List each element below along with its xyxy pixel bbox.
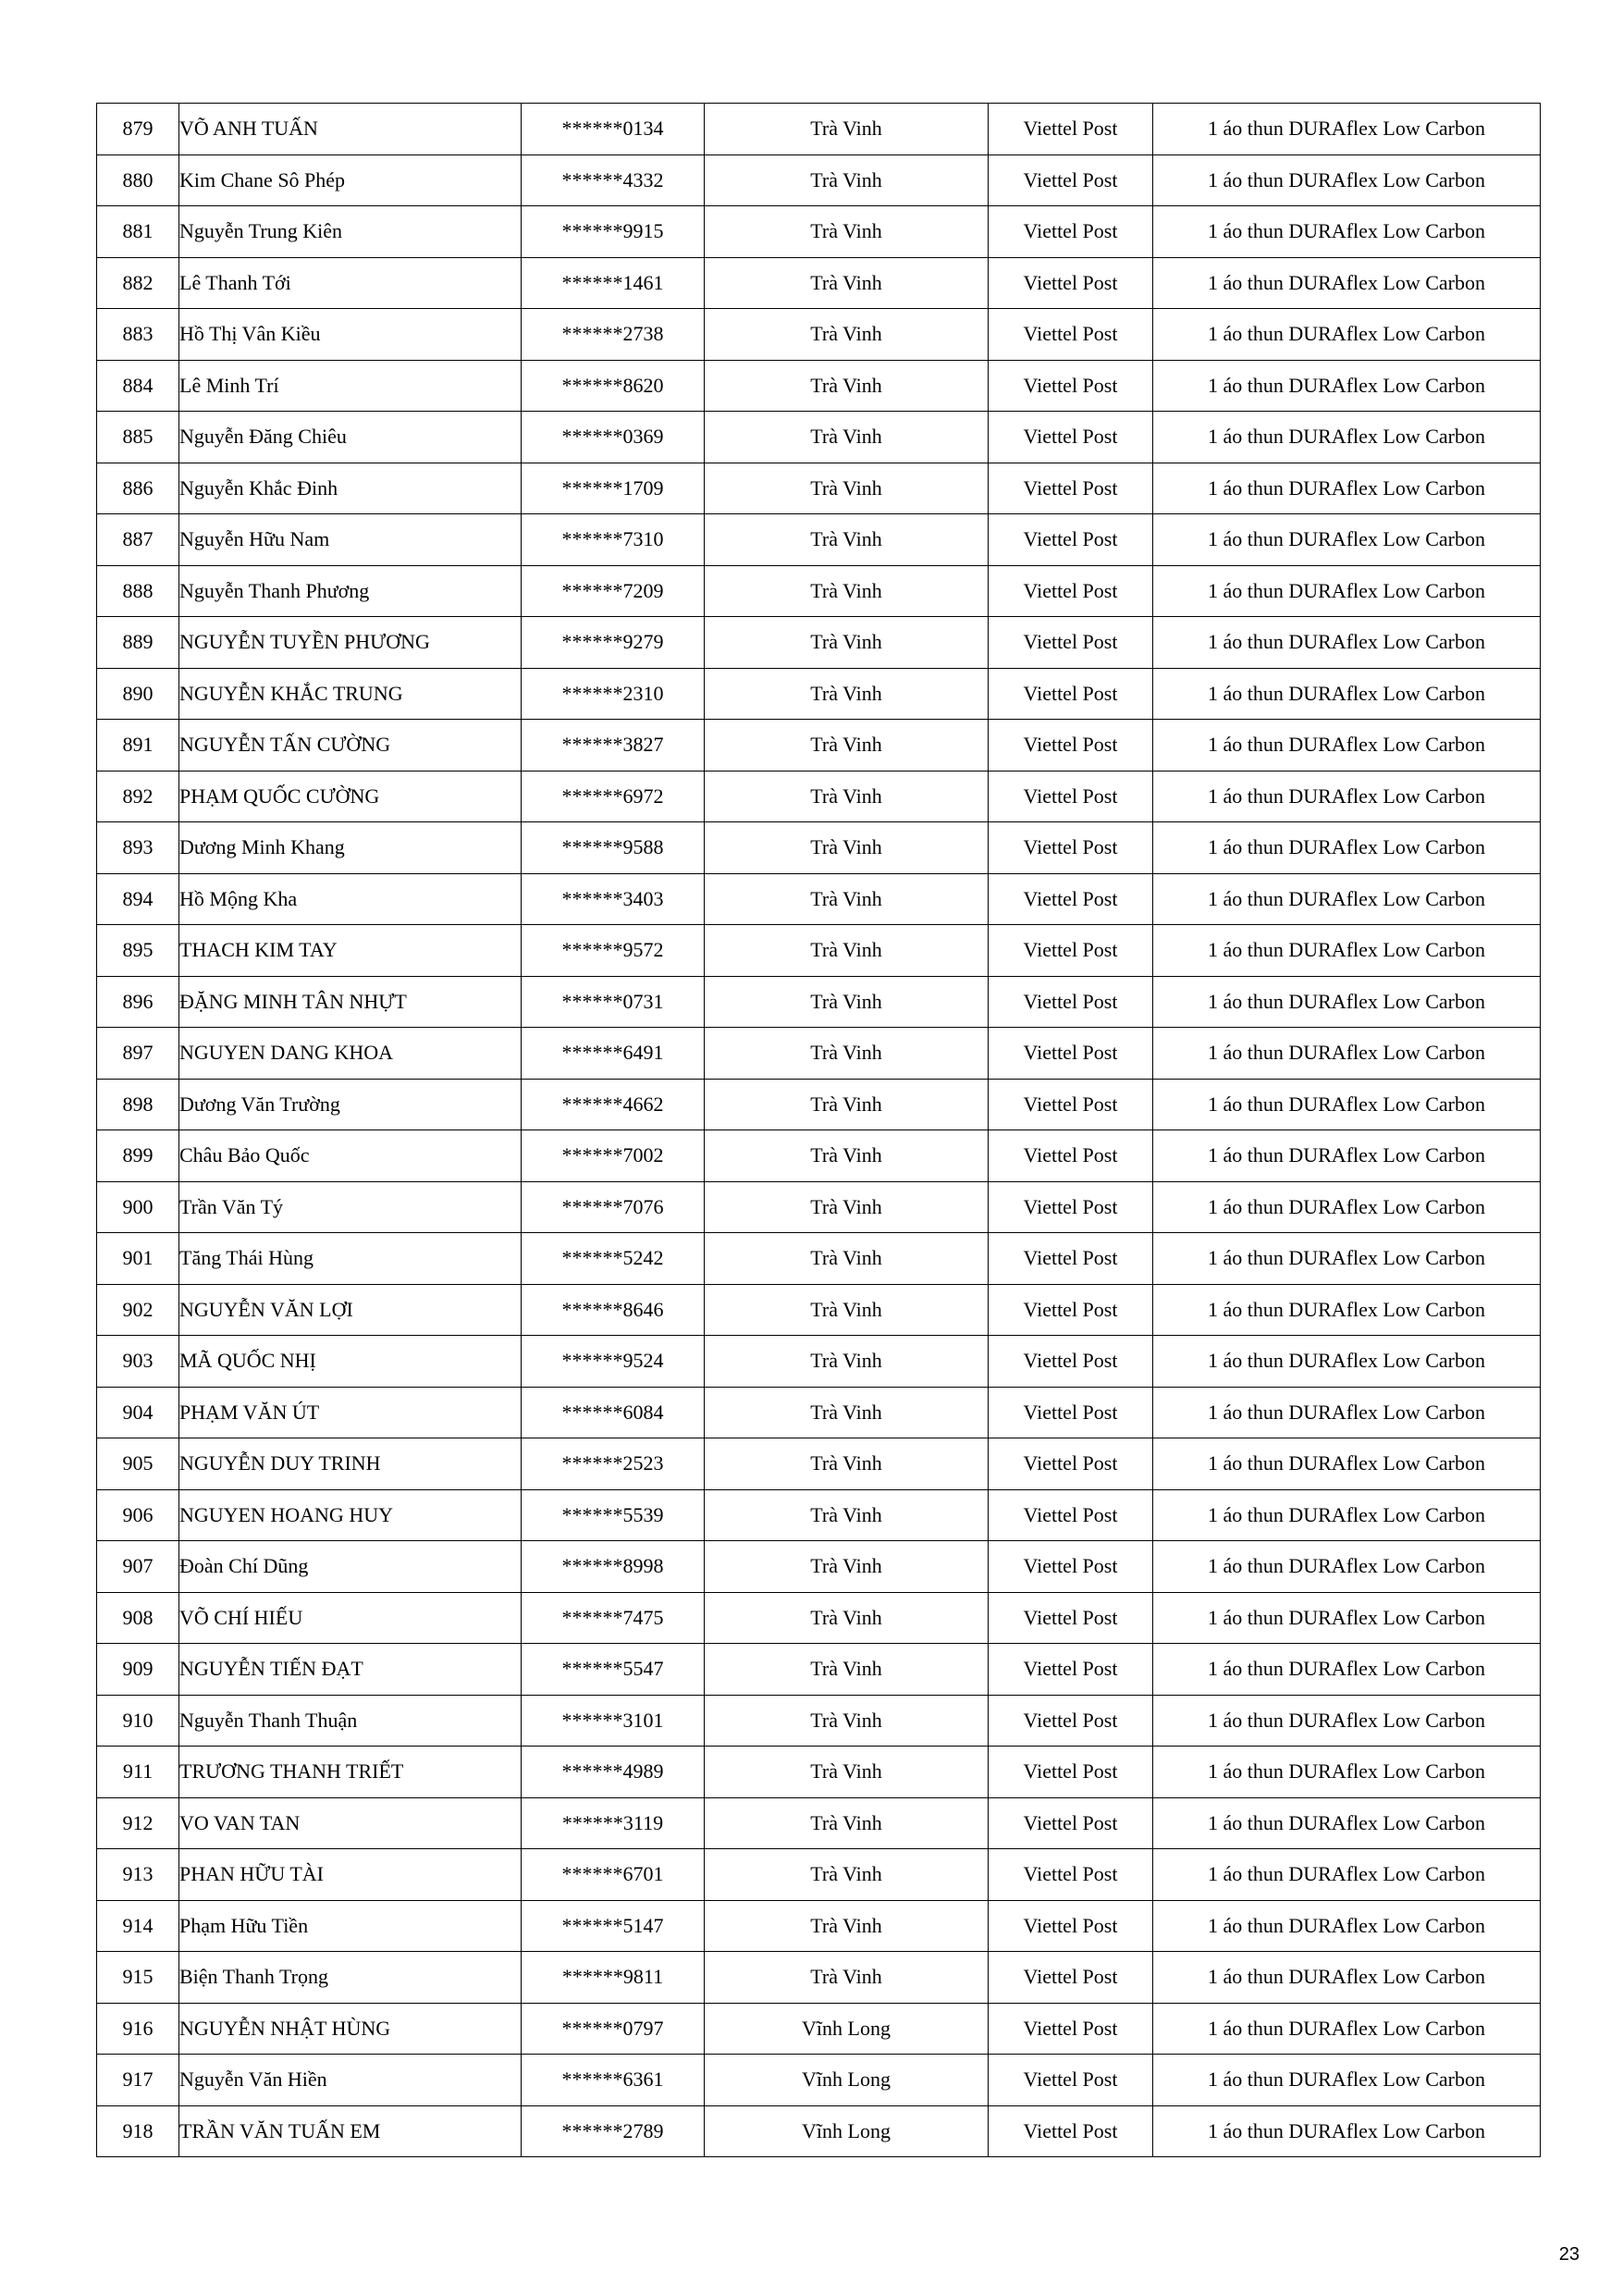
province: Trà Vinh: [705, 873, 989, 925]
masked-phone: ******0731: [522, 976, 705, 1028]
table-row: [97, 206, 1541, 258]
province: Trà Vinh: [705, 668, 989, 720]
recipient-name: Lê Minh Trí: [179, 360, 522, 412]
masked-phone: ******0134: [522, 104, 705, 155]
table-row: [97, 1438, 1541, 1490]
table-row: [97, 1130, 1541, 1182]
masked-phone: ******6701: [522, 1849, 705, 1901]
province: Vĩnh Long: [705, 2105, 989, 2157]
table-row: [97, 565, 1541, 617]
gift-item: 1 áo thun DURAflex Low Carbon: [1153, 822, 1541, 874]
gift-item: 1 áo thun DURAflex Low Carbon: [1153, 976, 1541, 1028]
province: Trà Vinh: [705, 1541, 989, 1593]
province: Trà Vinh: [705, 1489, 989, 1541]
masked-phone: ******8998: [522, 1541, 705, 1593]
recipient-name: MÃ QUỐC NHỊ: [179, 1336, 522, 1388]
masked-phone: ******0797: [522, 2003, 705, 2055]
row-number: 895: [97, 925, 179, 977]
row-number: 882: [97, 257, 179, 309]
table-row: [97, 360, 1541, 412]
gift-item: 1 áo thun DURAflex Low Carbon: [1153, 206, 1541, 258]
recipient-name: THACH KIM TAY: [179, 925, 522, 977]
gift-item: 1 áo thun DURAflex Low Carbon: [1153, 1849, 1541, 1901]
province: Trà Vinh: [705, 1747, 989, 1798]
shipping-carrier: Viettel Post: [989, 1695, 1153, 1747]
table-row: [97, 1541, 1541, 1593]
masked-phone: ******7475: [522, 1592, 705, 1644]
province: Trà Vinh: [705, 206, 989, 258]
masked-phone: ******6491: [522, 1028, 705, 1080]
table-row: [97, 1592, 1541, 1644]
gift-item: 1 áo thun DURAflex Low Carbon: [1153, 668, 1541, 720]
gift-item: 1 áo thun DURAflex Low Carbon: [1153, 617, 1541, 669]
row-number: 901: [97, 1233, 179, 1285]
masked-phone: ******4662: [522, 1079, 705, 1130]
masked-phone: ******3119: [522, 1797, 705, 1849]
row-number: 900: [97, 1181, 179, 1233]
shipping-carrier: Viettel Post: [989, 1592, 1153, 1644]
table-row: [97, 2105, 1541, 2157]
recipient-name: Kim Chane Sô Phép: [179, 154, 522, 206]
recipient-name: NGUYEN DANG KHOA: [179, 1028, 522, 1080]
province: Trà Vinh: [705, 617, 989, 669]
row-number: 885: [97, 412, 179, 463]
shipping-carrier: Viettel Post: [989, 360, 1153, 412]
province: Trà Vinh: [705, 1900, 989, 1952]
shipping-carrier: Viettel Post: [989, 668, 1153, 720]
masked-phone: ******8646: [522, 1284, 705, 1336]
masked-phone: ******3827: [522, 720, 705, 772]
shipping-carrier: Viettel Post: [989, 1028, 1153, 1080]
province: Trà Vinh: [705, 1438, 989, 1490]
gift-item: 1 áo thun DURAflex Low Carbon: [1153, 1284, 1541, 1336]
recipient-name: NGUYỄN DUY TRINH: [179, 1438, 522, 1490]
gift-item: 1 áo thun DURAflex Low Carbon: [1153, 1233, 1541, 1285]
gift-item: 1 áo thun DURAflex Low Carbon: [1153, 873, 1541, 925]
shipping-carrier: Viettel Post: [989, 1438, 1153, 1490]
province: Vĩnh Long: [705, 2055, 989, 2106]
province: Trà Vinh: [705, 360, 989, 412]
page-number: 23: [1558, 2244, 1580, 2265]
gift-item: 1 áo thun DURAflex Low Carbon: [1153, 1130, 1541, 1182]
row-number: 891: [97, 720, 179, 772]
table-row: [97, 720, 1541, 772]
recipient-name: ĐẶNG MINH TÂN NHỰT: [179, 976, 522, 1028]
province: Trà Vinh: [705, 1028, 989, 1080]
row-number: 899: [97, 1130, 179, 1182]
gift-item: 1 áo thun DURAflex Low Carbon: [1153, 514, 1541, 566]
province: Trà Vinh: [705, 1336, 989, 1388]
row-number: 905: [97, 1438, 179, 1490]
row-number: 914: [97, 1900, 179, 1952]
shipping-carrier: Viettel Post: [989, 463, 1153, 514]
table-row: [97, 1181, 1541, 1233]
recipient-name: PHẠM VĂN ÚT: [179, 1387, 522, 1438]
masked-phone: ******6361: [522, 2055, 705, 2106]
gift-item: 1 áo thun DURAflex Low Carbon: [1153, 2055, 1541, 2106]
gift-item: 1 áo thun DURAflex Low Carbon: [1153, 1541, 1541, 1593]
province: Trà Vinh: [705, 1079, 989, 1130]
table-row: [97, 1747, 1541, 1798]
table-row: [97, 2055, 1541, 2106]
province: Trà Vinh: [705, 1387, 989, 1438]
masked-phone: ******9811: [522, 1952, 705, 2004]
recipient-name: Trần Văn Tý: [179, 1181, 522, 1233]
row-number: 906: [97, 1489, 179, 1541]
shipping-carrier: Viettel Post: [989, 1747, 1153, 1798]
table-row: [97, 412, 1541, 463]
masked-phone: ******1709: [522, 463, 705, 514]
gift-item: 1 áo thun DURAflex Low Carbon: [1153, 1489, 1541, 1541]
masked-phone: ******3101: [522, 1695, 705, 1747]
gift-item: 1 áo thun DURAflex Low Carbon: [1153, 309, 1541, 361]
masked-phone: ******2310: [522, 668, 705, 720]
gift-item: 1 áo thun DURAflex Low Carbon: [1153, 1079, 1541, 1130]
table-row: [97, 154, 1541, 206]
masked-phone: ******6084: [522, 1387, 705, 1438]
table-row: [97, 514, 1541, 566]
recipient-name: NGUYỄN TUYỀN PHƯƠNG: [179, 617, 522, 669]
recipient-name: VÕ ANH TUẤN: [179, 104, 522, 155]
table-body: [97, 104, 1541, 2157]
shipping-carrier: Viettel Post: [989, 1181, 1153, 1233]
gift-item: 1 áo thun DURAflex Low Carbon: [1153, 1387, 1541, 1438]
table-row: [97, 1644, 1541, 1696]
gift-item: 1 áo thun DURAflex Low Carbon: [1153, 463, 1541, 514]
recipient-name: PHAN HỮU TÀI: [179, 1849, 522, 1901]
row-number: 916: [97, 2003, 179, 2055]
recipient-name: NGUYỄN TIẾN ĐẠT: [179, 1644, 522, 1696]
table-row: [97, 1387, 1541, 1438]
recipient-name: Lê Thanh Tới: [179, 257, 522, 309]
table-row: [97, 104, 1541, 155]
row-number: 888: [97, 565, 179, 617]
row-number: 889: [97, 617, 179, 669]
recipient-name: Đoàn Chí Dũng: [179, 1541, 522, 1593]
gift-item: 1 áo thun DURAflex Low Carbon: [1153, 154, 1541, 206]
recipient-name: Nguyễn Thanh Thuận: [179, 1695, 522, 1747]
masked-phone: ******7310: [522, 514, 705, 566]
masked-phone: ******0369: [522, 412, 705, 463]
row-number: 886: [97, 463, 179, 514]
masked-phone: ******9524: [522, 1336, 705, 1388]
table-row: [97, 463, 1541, 514]
row-number: 898: [97, 1079, 179, 1130]
recipient-name: Biện Thanh Trọng: [179, 1952, 522, 2004]
row-number: 902: [97, 1284, 179, 1336]
recipient-name: TRƯƠNG THANH TRIẾT: [179, 1747, 522, 1798]
recipient-name: PHẠM QUỐC CƯỜNG: [179, 771, 522, 822]
recipient-name: Nguyễn Đăng Chiêu: [179, 412, 522, 463]
row-number: 904: [97, 1387, 179, 1438]
row-number: 915: [97, 1952, 179, 2004]
recipient-name: NGUYỄN VĂN LỢI: [179, 1284, 522, 1336]
table-row: [97, 1079, 1541, 1130]
recipient-name: Dương Văn Trường: [179, 1079, 522, 1130]
masked-phone: ******1461: [522, 257, 705, 309]
recipient-name: Nguyễn Thanh Phương: [179, 565, 522, 617]
shipping-carrier: Viettel Post: [989, 1541, 1153, 1593]
province: Trà Vinh: [705, 257, 989, 309]
shipping-carrier: Viettel Post: [989, 1849, 1153, 1901]
row-number: 896: [97, 976, 179, 1028]
province: Trà Vinh: [705, 1130, 989, 1182]
recipient-name: Nguyễn Khắc Đinh: [179, 463, 522, 514]
shipping-carrier: Viettel Post: [989, 976, 1153, 1028]
table-row: [97, 1952, 1541, 2004]
gift-item: 1 áo thun DURAflex Low Carbon: [1153, 771, 1541, 822]
province: Trà Vinh: [705, 154, 989, 206]
row-number: 880: [97, 154, 179, 206]
gift-item: 1 áo thun DURAflex Low Carbon: [1153, 1952, 1541, 2004]
row-number: 910: [97, 1695, 179, 1747]
table-row: [97, 1284, 1541, 1336]
province: Trà Vinh: [705, 104, 989, 155]
gift-item: 1 áo thun DURAflex Low Carbon: [1153, 1695, 1541, 1747]
recipient-name: NGUYEN HOANG HUY: [179, 1489, 522, 1541]
province: Trà Vinh: [705, 720, 989, 772]
table-row: [97, 873, 1541, 925]
table-row: [97, 925, 1541, 977]
shipping-carrier: Viettel Post: [989, 2003, 1153, 2055]
recipient-name: Châu Bảo Quốc: [179, 1130, 522, 1182]
gift-item: 1 áo thun DURAflex Low Carbon: [1153, 1900, 1541, 1952]
masked-phone: ******9279: [522, 617, 705, 669]
recipient-name: NGUYỄN TẤN CƯỜNG: [179, 720, 522, 772]
recipient-name: Tăng Thái Hùng: [179, 1233, 522, 1285]
row-number: 887: [97, 514, 179, 566]
shipping-carrier: Viettel Post: [989, 1644, 1153, 1696]
shipping-carrier: Viettel Post: [989, 925, 1153, 977]
shipping-carrier: Viettel Post: [989, 1233, 1153, 1285]
province: Trà Vinh: [705, 1233, 989, 1285]
masked-phone: ******5547: [522, 1644, 705, 1696]
recipient-name: Nguyễn Trung Kiên: [179, 206, 522, 258]
table-row: [97, 668, 1541, 720]
recipient-name: Phạm Hữu Tiền: [179, 1900, 522, 1952]
masked-phone: ******6972: [522, 771, 705, 822]
shipping-carrier: Viettel Post: [989, 257, 1153, 309]
recipient-name: Dương Minh Khang: [179, 822, 522, 874]
province: Trà Vinh: [705, 1797, 989, 1849]
row-number: 879: [97, 104, 179, 155]
shipping-carrier: Viettel Post: [989, 1489, 1153, 1541]
gift-item: 1 áo thun DURAflex Low Carbon: [1153, 1644, 1541, 1696]
shipping-carrier: Viettel Post: [989, 565, 1153, 617]
row-number: 903: [97, 1336, 179, 1388]
shipping-carrier: Viettel Post: [989, 617, 1153, 669]
province: Trà Vinh: [705, 925, 989, 977]
masked-phone: ******3403: [522, 873, 705, 925]
masked-phone: ******9588: [522, 822, 705, 874]
table-row: [97, 1336, 1541, 1388]
masked-phone: ******9572: [522, 925, 705, 977]
row-number: 881: [97, 206, 179, 258]
table-row: [97, 617, 1541, 669]
recipient-name: Hồ Mộng Kha: [179, 873, 522, 925]
table-row: [97, 1797, 1541, 1849]
row-number: 908: [97, 1592, 179, 1644]
shipping-carrier: Viettel Post: [989, 2105, 1153, 2157]
masked-phone: ******4332: [522, 154, 705, 206]
province: Trà Vinh: [705, 1849, 989, 1901]
province: Trà Vinh: [705, 1952, 989, 2004]
table-row: [97, 1028, 1541, 1080]
row-number: 883: [97, 309, 179, 361]
masked-phone: ******7076: [522, 1181, 705, 1233]
gift-item: 1 áo thun DURAflex Low Carbon: [1153, 257, 1541, 309]
gift-item: 1 áo thun DURAflex Low Carbon: [1153, 1797, 1541, 1849]
table-row: [97, 1695, 1541, 1747]
shipping-carrier: Viettel Post: [989, 1284, 1153, 1336]
masked-phone: ******5147: [522, 1900, 705, 1952]
shipping-carrier: Viettel Post: [989, 1952, 1153, 2004]
winners-table: [96, 103, 1541, 2157]
province: Trà Vinh: [705, 412, 989, 463]
row-number: 884: [97, 360, 179, 412]
province: Trà Vinh: [705, 1592, 989, 1644]
province: Trà Vinh: [705, 309, 989, 361]
recipient-name: NGUYỄN KHẮC TRUNG: [179, 668, 522, 720]
masked-phone: ******9915: [522, 206, 705, 258]
province: Trà Vinh: [705, 463, 989, 514]
gift-item: 1 áo thun DURAflex Low Carbon: [1153, 565, 1541, 617]
gift-item: 1 áo thun DURAflex Low Carbon: [1153, 925, 1541, 977]
shipping-carrier: Viettel Post: [989, 514, 1153, 566]
gift-item: 1 áo thun DURAflex Low Carbon: [1153, 1181, 1541, 1233]
shipping-carrier: Viettel Post: [989, 1130, 1153, 1182]
province: Trà Vinh: [705, 976, 989, 1028]
gift-item: 1 áo thun DURAflex Low Carbon: [1153, 1438, 1541, 1490]
table-row: [97, 1849, 1541, 1901]
shipping-carrier: Viettel Post: [989, 2055, 1153, 2106]
shipping-carrier: Viettel Post: [989, 1900, 1153, 1952]
province: Trà Vinh: [705, 822, 989, 874]
province: Trà Vinh: [705, 1284, 989, 1336]
table-row: [97, 976, 1541, 1028]
row-number: 894: [97, 873, 179, 925]
table-row: [97, 1900, 1541, 1952]
masked-phone: ******2523: [522, 1438, 705, 1490]
gift-item: 1 áo thun DURAflex Low Carbon: [1153, 1592, 1541, 1644]
masked-phone: ******4989: [522, 1747, 705, 1798]
province: Trà Vinh: [705, 565, 989, 617]
province: Trà Vinh: [705, 1695, 989, 1747]
gift-item: 1 áo thun DURAflex Low Carbon: [1153, 1028, 1541, 1080]
shipping-carrier: Viettel Post: [989, 771, 1153, 822]
row-number: 913: [97, 1849, 179, 1901]
table-row: [97, 2003, 1541, 2055]
recipient-name: VÕ CHÍ HIẾU: [179, 1592, 522, 1644]
gift-item: 1 áo thun DURAflex Low Carbon: [1153, 2105, 1541, 2157]
recipient-name: TRẦN VĂN TUẤN EM: [179, 2105, 522, 2157]
recipient-name: VO VAN TAN: [179, 1797, 522, 1849]
shipping-carrier: Viettel Post: [989, 822, 1153, 874]
table-row: [97, 771, 1541, 822]
gift-item: 1 áo thun DURAflex Low Carbon: [1153, 104, 1541, 155]
gift-item: 1 áo thun DURAflex Low Carbon: [1153, 1747, 1541, 1798]
masked-phone: ******2789: [522, 2105, 705, 2157]
province: Trà Vinh: [705, 771, 989, 822]
masked-phone: ******7002: [522, 1130, 705, 1182]
row-number: 917: [97, 2055, 179, 2106]
row-number: 897: [97, 1028, 179, 1080]
table-row: [97, 309, 1541, 361]
masked-phone: ******2738: [522, 309, 705, 361]
shipping-carrier: Viettel Post: [989, 412, 1153, 463]
row-number: 890: [97, 668, 179, 720]
province: Trà Vinh: [705, 1181, 989, 1233]
shipping-carrier: Viettel Post: [989, 206, 1153, 258]
recipient-name: Nguyễn Văn Hiền: [179, 2055, 522, 2106]
shipping-carrier: Viettel Post: [989, 1336, 1153, 1388]
shipping-carrier: Viettel Post: [989, 873, 1153, 925]
table-row: [97, 1233, 1541, 1285]
row-number: 918: [97, 2105, 179, 2157]
shipping-carrier: Viettel Post: [989, 104, 1153, 155]
masked-phone: ******7209: [522, 565, 705, 617]
masked-phone: ******5539: [522, 1489, 705, 1541]
row-number: 893: [97, 822, 179, 874]
recipient-name: Hồ Thị Vân Kiều: [179, 309, 522, 361]
gift-item: 1 áo thun DURAflex Low Carbon: [1153, 720, 1541, 772]
table-row: [97, 822, 1541, 874]
row-number: 911: [97, 1747, 179, 1798]
shipping-carrier: Viettel Post: [989, 1079, 1153, 1130]
gift-item: 1 áo thun DURAflex Low Carbon: [1153, 1336, 1541, 1388]
province: Vĩnh Long: [705, 2003, 989, 2055]
masked-phone: ******5242: [522, 1233, 705, 1285]
gift-item: 1 áo thun DURAflex Low Carbon: [1153, 2003, 1541, 2055]
gift-item: 1 áo thun DURAflex Low Carbon: [1153, 360, 1541, 412]
recipient-name: Nguyễn Hữu Nam: [179, 514, 522, 566]
shipping-carrier: Viettel Post: [989, 1797, 1153, 1849]
recipient-name: NGUYỄN NHẬT HÙNG: [179, 2003, 522, 2055]
row-number: 907: [97, 1541, 179, 1593]
province: Trà Vinh: [705, 1644, 989, 1696]
row-number: 912: [97, 1797, 179, 1849]
shipping-carrier: Viettel Post: [989, 1387, 1153, 1438]
masked-phone: ******8620: [522, 360, 705, 412]
shipping-carrier: Viettel Post: [989, 309, 1153, 361]
province: Trà Vinh: [705, 514, 989, 566]
shipping-carrier: Viettel Post: [989, 154, 1153, 206]
gift-item: 1 áo thun DURAflex Low Carbon: [1153, 412, 1541, 463]
row-number: 909: [97, 1644, 179, 1696]
shipping-carrier: Viettel Post: [989, 720, 1153, 772]
row-number: 892: [97, 771, 179, 822]
table-row: [97, 257, 1541, 309]
table-row: [97, 1489, 1541, 1541]
